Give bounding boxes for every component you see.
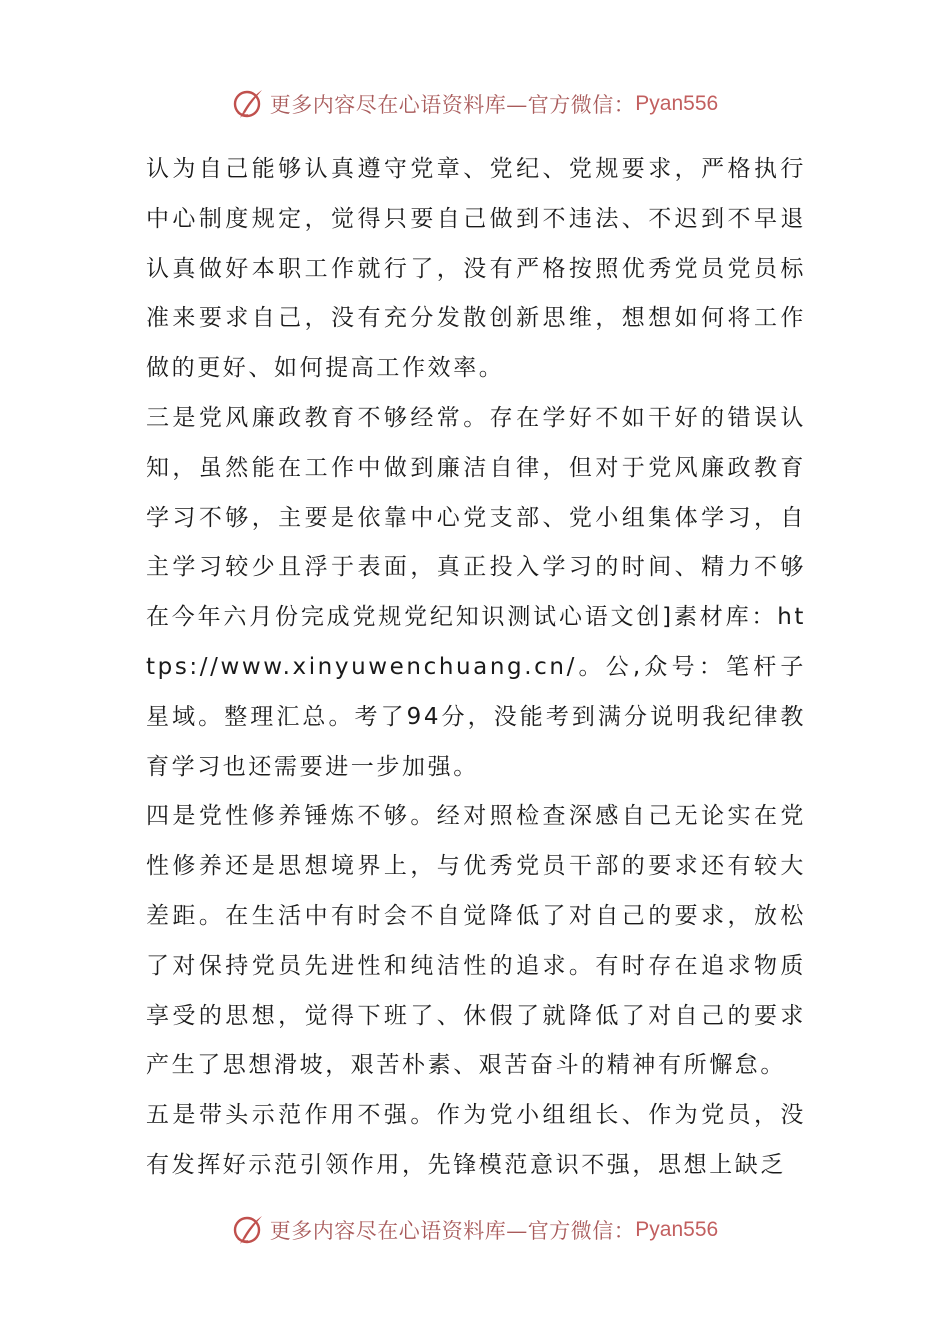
quill-pen-logo-icon bbox=[232, 87, 266, 121]
footer-banner bbox=[0, 1210, 950, 1250]
paragraph-1: 认为自己能够认真遵守党章、党纪、党规要求，严格执行中心制度规定，觉得只要自己做到不违法、不迟到不早退认真做好本职工作就行了，没有严格按照优秀党员党员标准来要求自己，没有充分发散创新思维，想想如何将工作做的更好、如何提高工作效率。 bbox=[146, 156, 806, 382]
header-banner bbox=[0, 84, 950, 124]
banner-wechat-handle: Pyan556 bbox=[635, 1218, 719, 1241]
banner-text: 更多内容尽在心语资料库—官方微信： bbox=[269, 93, 636, 117]
paragraph-4: 五是带头示范作用不强。作为党小组组长、作为党员，没有发挥好示范引领作用，先锋模范意识不强，思想上缺乏 bbox=[146, 1102, 806, 1178]
banner-wechat-handle: Pyan556 bbox=[635, 92, 719, 115]
paragraph-3: 四是党性修养锤炼不够。经对照检查深感自己无论实在党性修养还是思想境界上，与优秀党员干部的要求还有较大差距。在生活中有时会不自觉降低了对自己的要求，放松了对保持党员先进性和纯洁性的追求。有时存在追求物质享受的思想，觉得下班了、休假了就降低了对自己的要求产生了思想滑坡，艰苦朴素、艰苦奋斗的精神有所懈怠。 bbox=[146, 803, 806, 1079]
document-body bbox=[146, 145, 806, 1191]
paragraph-2: 三是党风廉政教育不够经常。存在学好不如干好的错误认知，虽然能在工作中做到廉洁自律，但对于党风廉政教育学习不够，主要是依靠中心党支部、党小组集体学习，自主学习较少且浮于表面，真正投入学习的时间、精力不够在今年六月份完成党规党纪知识测试心语文创]素材库：https://www.xinyuwenchuang.cn/。公,众号：笔杆子星域。整理汇总。考了94分，没能考到满分说明我纪律教育学习也还需要进一步加强。 bbox=[146, 404, 806, 780]
banner-text: 更多内容尽在心语资料库—官方微信： bbox=[269, 1219, 636, 1243]
quill-pen-logo-icon bbox=[232, 1213, 266, 1247]
